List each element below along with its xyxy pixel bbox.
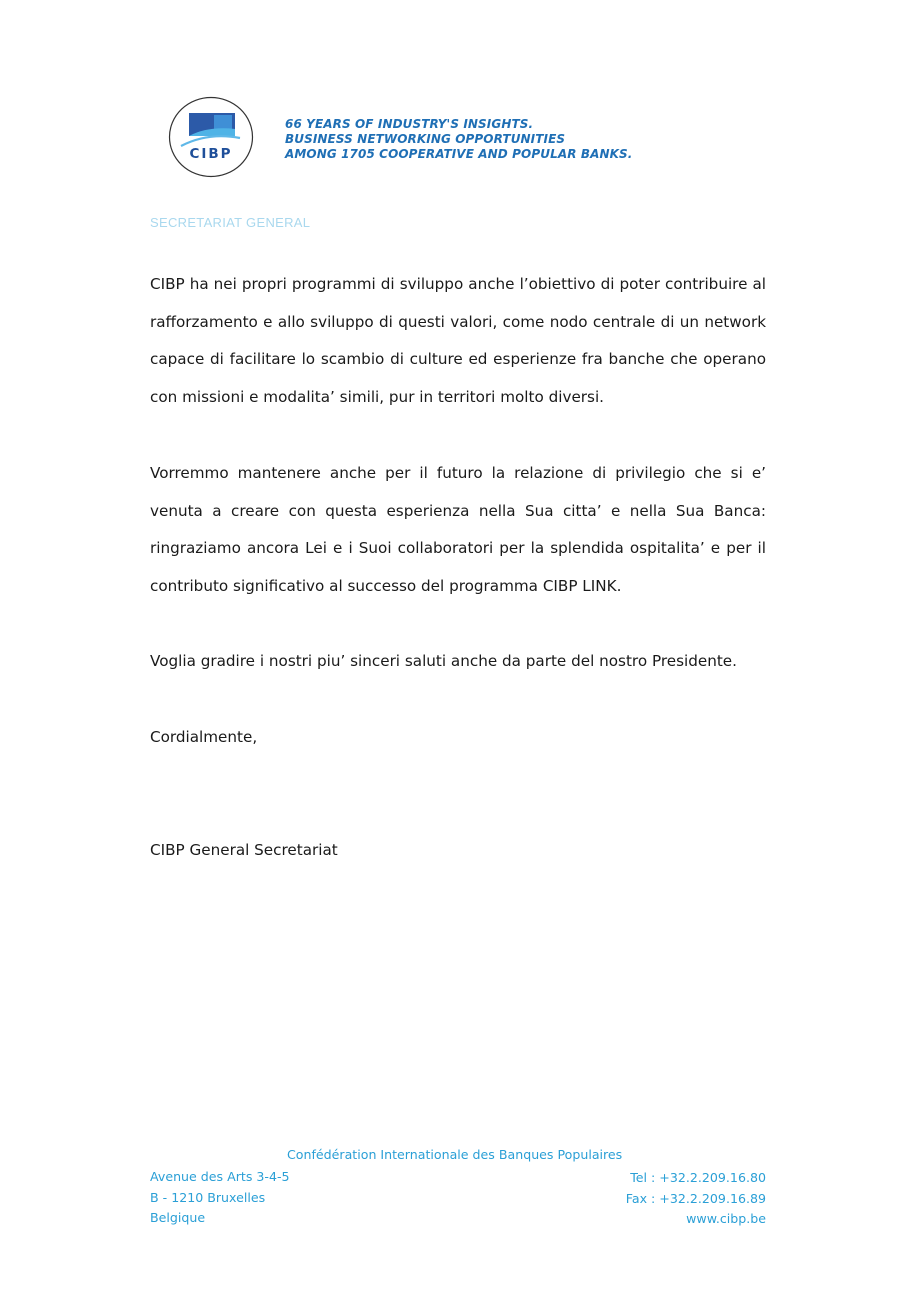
body-paragraph: Vorremmo mantenere anche per il futuro la relazione di privilegio che si e’ venuta a creare con questa esperienza nella Sua citta’ e nella Sua Banca: ringraziamo ancora Lei e i Suoi collaboratori per la splendida ospitalita’ e per il contributo significativo al successo del programma CIBP LINK. [150, 464, 766, 596]
body-paragraph: CIBP ha nei propri programmi di sviluppo anche l’obiettivo di poter contribuire al rafforzamento e allo sviluppo di questi valori, come nodo centrale di un network capace di facilitare lo scambio di culture ed esperienze fra banche che operano con missioni e modalita’ simili, pur in territori molto diversi. [150, 275, 766, 407]
footer-contact [626, 1168, 766, 1230]
cibp-logo-mark [168, 96, 254, 178]
signature: CIBP General Secretariat [150, 841, 338, 859]
cibp-logo [168, 96, 254, 178]
footer-fax: Fax : +32.2.209.16.89 [625, 1190, 766, 1206]
address-line: B - 1210 Bruxelles [150, 1189, 266, 1205]
address-line: Avenue des Arts 3-4-5 [150, 1169, 290, 1184]
tagline-line: 66 YEARS OF INDUSTRY'S INSIGHTS. [285, 117, 534, 131]
footer-address [150, 1167, 290, 1229]
tagline [285, 117, 632, 162]
tagline-line: BUSINESS NETWORKING OPPORTUNITIES [285, 132, 566, 146]
footer-website-link[interactable]: www.cibp.be [686, 1211, 766, 1226]
tagline-line: AMONG 1705 COOPERATIVE AND POPULAR BANKS. [285, 147, 633, 161]
closing-salutation: Cordialmente, [150, 728, 258, 746]
footer-tel: Tel : +32.2.209.16.80 [630, 1170, 766, 1185]
footer-organization: Confédération Internationale des Banques Populaires [287, 1147, 623, 1162]
logo-text: CIBP [189, 146, 233, 162]
address-line: Belgique [150, 1210, 206, 1225]
body-paragraph: Voglia gradire i nostri piu’ sinceri saluti anche da parte del nostro Presidente. [150, 652, 737, 670]
department-heading: SECRETARIAT GENERAL [150, 215, 311, 230]
